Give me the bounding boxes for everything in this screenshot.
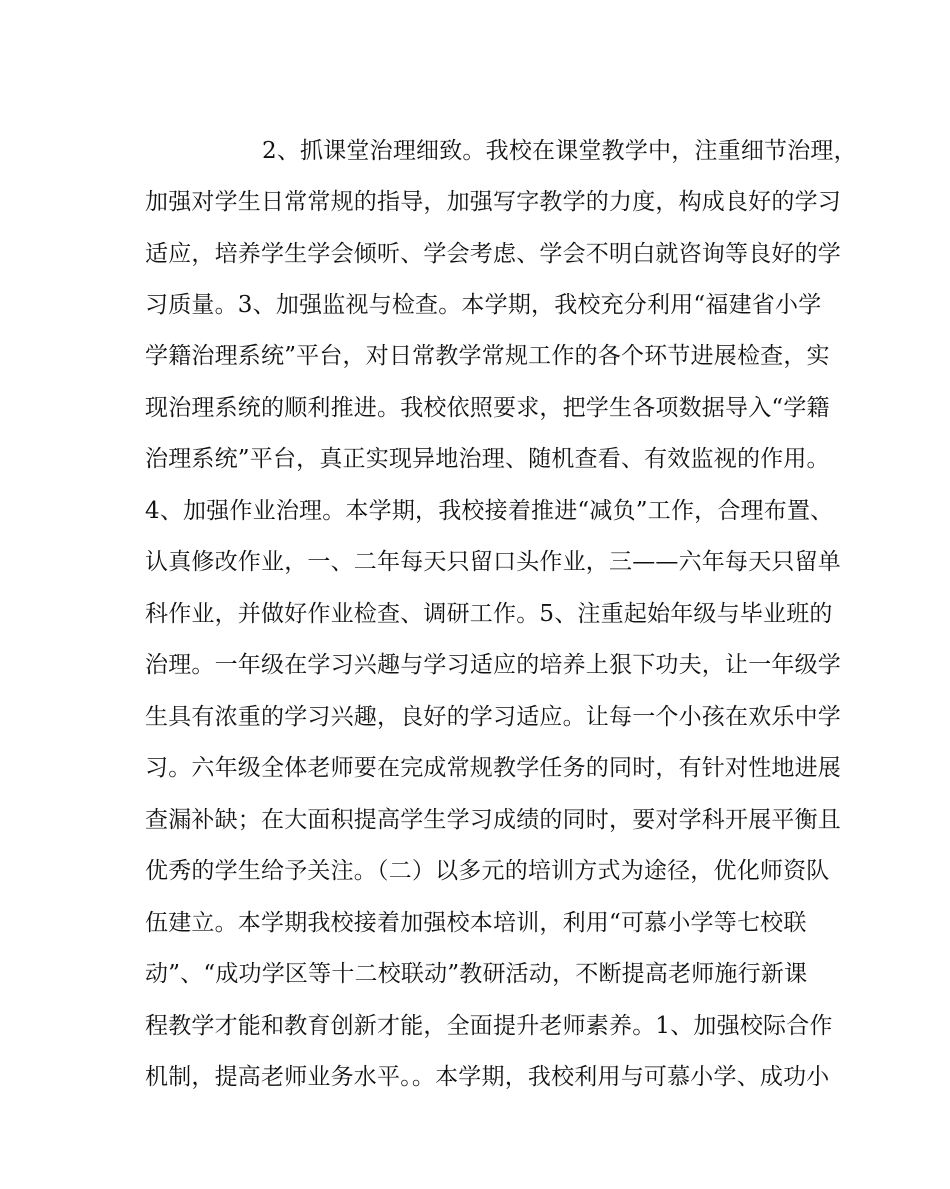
text-line-3: 适应，培养学生学会倾听、学会考虑、学会不明白就咨询等良好的学 — [145, 241, 841, 267]
text-line-2: 加强对学生日常常规的指导，加强写字教学的力度，构成良好的学习 — [145, 189, 841, 215]
text-line-16: 伍建立。本学期我校接着加强校本培训，利用“可慕小学等七校联 — [145, 910, 807, 936]
text-line-13: 习。六年级全体老师要在完成常规教学任务的同时，有针对性地进展 — [145, 755, 841, 781]
text-line-9: 认真修改作业，一、二年每天只留口头作业，三——六年每天只留单 — [145, 549, 841, 575]
text-line-5: 学籍治理系统”平台，对日常教学常规工作的各个环节进展检查，实 — [145, 343, 830, 369]
text-line-12: 生具有浓重的学习兴趣，良好的学习适应。让每一个小孩在欢乐中学 — [145, 704, 841, 730]
text-line-14: 查漏补缺；在大面积提高学生学习成绩的同时，要对学科开展平衡且 — [145, 807, 841, 833]
text-line-19: 机制，提高老师业务水平。。本学期，我校利用与可慕小学、成功小 — [145, 1064, 830, 1090]
text-line-15: 优秀的学生给予关注。（二）以多元的培训方式为途径，优化师资队 — [145, 858, 830, 884]
text-line-17: 动”、“成功学区等十二校联动”教研活动，不断提高老师施行新课 — [145, 961, 808, 987]
text-line-6: 现治理系统的顺利推进。我校依照要求，把学生各项数据导入“学籍 — [145, 395, 830, 421]
text-line-10: 科作业，并做好作业检查、调研工作。5、注重起始年级与毕业班的 — [145, 601, 833, 627]
text-line-11: 治理。一年级在学习兴趣与学习适应的培养上狠下功夫，让一年级学 — [145, 652, 841, 678]
text-line-7: 治理系统”平台，真正实现异地治理、随机查看、有效监视的作用。 — [145, 446, 830, 472]
text-line-1: 2、抓课堂治理细致。我校在课堂教学中，注重细节治理， — [262, 138, 857, 164]
text-line-8: 4、加强作业治理。本学期，我校接着推进“减负”工作，合理布置、 — [145, 498, 834, 524]
text-line-4: 习质量。3、加强监视与检查。本学期，我校充分利用“福建省小学 — [145, 292, 822, 318]
text-line-18: 程教学才能和教育创新才能，全面提升老师素养。1、加强校际合作 — [145, 1013, 833, 1039]
